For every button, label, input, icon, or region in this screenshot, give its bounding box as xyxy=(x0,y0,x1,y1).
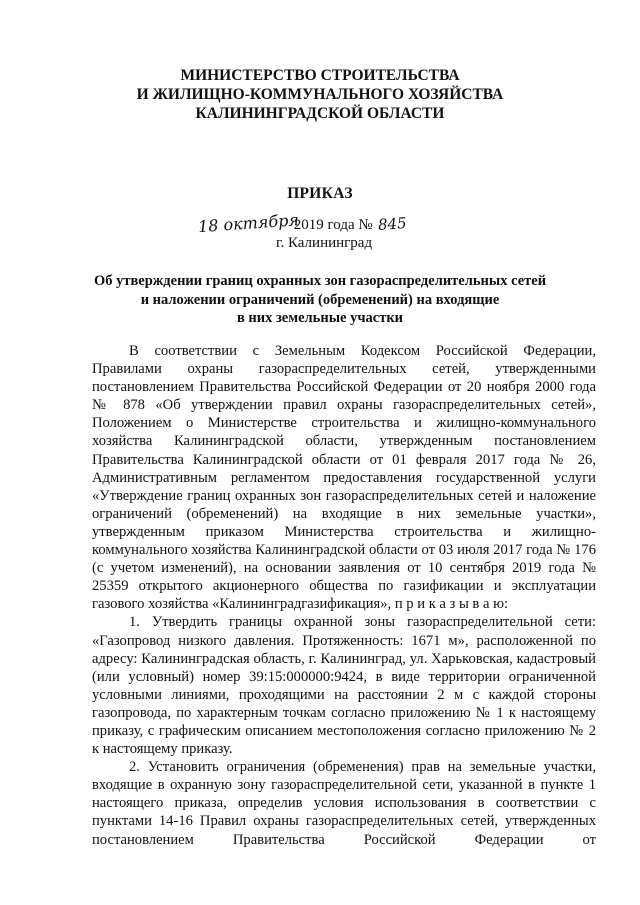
order-title: ПРИКАЗ xyxy=(287,185,353,202)
ministry-line-3: КАЛИНИНГРАДСКОЙ ОБЛАСТИ xyxy=(195,105,445,122)
subject-line-2: и наложении ограничений (обременений) на входящие xyxy=(140,291,500,308)
ministry-header xyxy=(0,66,640,123)
order-date-line xyxy=(197,210,408,237)
ministry-line-1: МИНИСТЕРСТВО СТРОИТЕЛЬСТВА xyxy=(180,67,460,84)
handwritten-date: 18 октября xyxy=(197,210,300,237)
body-paragraph-item-2: 2. Установить ограничения (обременения) прав на земельные участки, входящие в охранную зону газораспределительной сети, указанной в пункте 1 настоящего приказа, определив условия использования в соответствии с пунктами 14-16 Правил охраны газораспределительных сетей, утвержденных постановлением Правительства Российской Федерации от xyxy=(92,759,596,848)
order-subject xyxy=(0,272,640,328)
subject-line-3: в них земельные участки xyxy=(236,310,404,326)
order-body xyxy=(92,342,596,849)
ministry-line-2: И ЖИЛИЩНО-КОММУНАЛЬНОГО ХОЗЯЙСТВА xyxy=(136,86,504,103)
body-paragraph-item-1: 1. Утвердить границы охранной зоны газораспределительной сети: «Газопровод низкого давления. Протяженность: 1671 м», расположенной по адресу: Калининградская область, г. Калининград, ул. Харьковская, кадастровый (или условный) номер 39:15:000000:9424, в виде территории ограниченной условными линиями, проходящими на расстоянии 2 м с каждой стороны газопровода, по характерным точкам согласно приложению № 1 к настоящему приказу, с графическим описанием местоположения согласно приложению № 2 к настоящему приказу. xyxy=(92,614,596,758)
handwritten-order-number: 845 xyxy=(377,214,408,234)
subject-line-1: Об утверждении границ охранных зон газораспределительных сетей xyxy=(93,273,547,289)
body-paragraph-preamble: В соответствии с Земельным Кодексом Российской Федерации, Правилами охраны газораспределительных сетей, утвержденными постановлением Правительства Российской Федерации от 20 ноября 2000 года № 878 «Об утверждении правил охраны газораспределительных сетей», Положением о Министерстве строительства и жилищно-коммунального хозяйства Калининградской области, утвержденным постановлением Правительства Калининградской области от 01 февраля 2017 года № 26, Административным регламентом предоставления государственной услуги «Утверждение границ охранных зон газораспределительных сетей и наложение ограничений (обременений) на входящие в них земельные участки», утвержденным приказом Министерства строительства и жилищно-коммунального хозяйства Калининградской области от 03 июля 2017 года № 176 (с учетом изменений), на основании заявления от 10 сентября 2019 года № 25359 открытого акционерного общества по газификации и эксплуатации газового хозяйства «Калининградгазификация», п р и к а з ы в а ю: xyxy=(92,343,596,613)
order-year-text: 2019 года № xyxy=(293,217,373,233)
order-city: г. Калининград xyxy=(276,235,373,251)
